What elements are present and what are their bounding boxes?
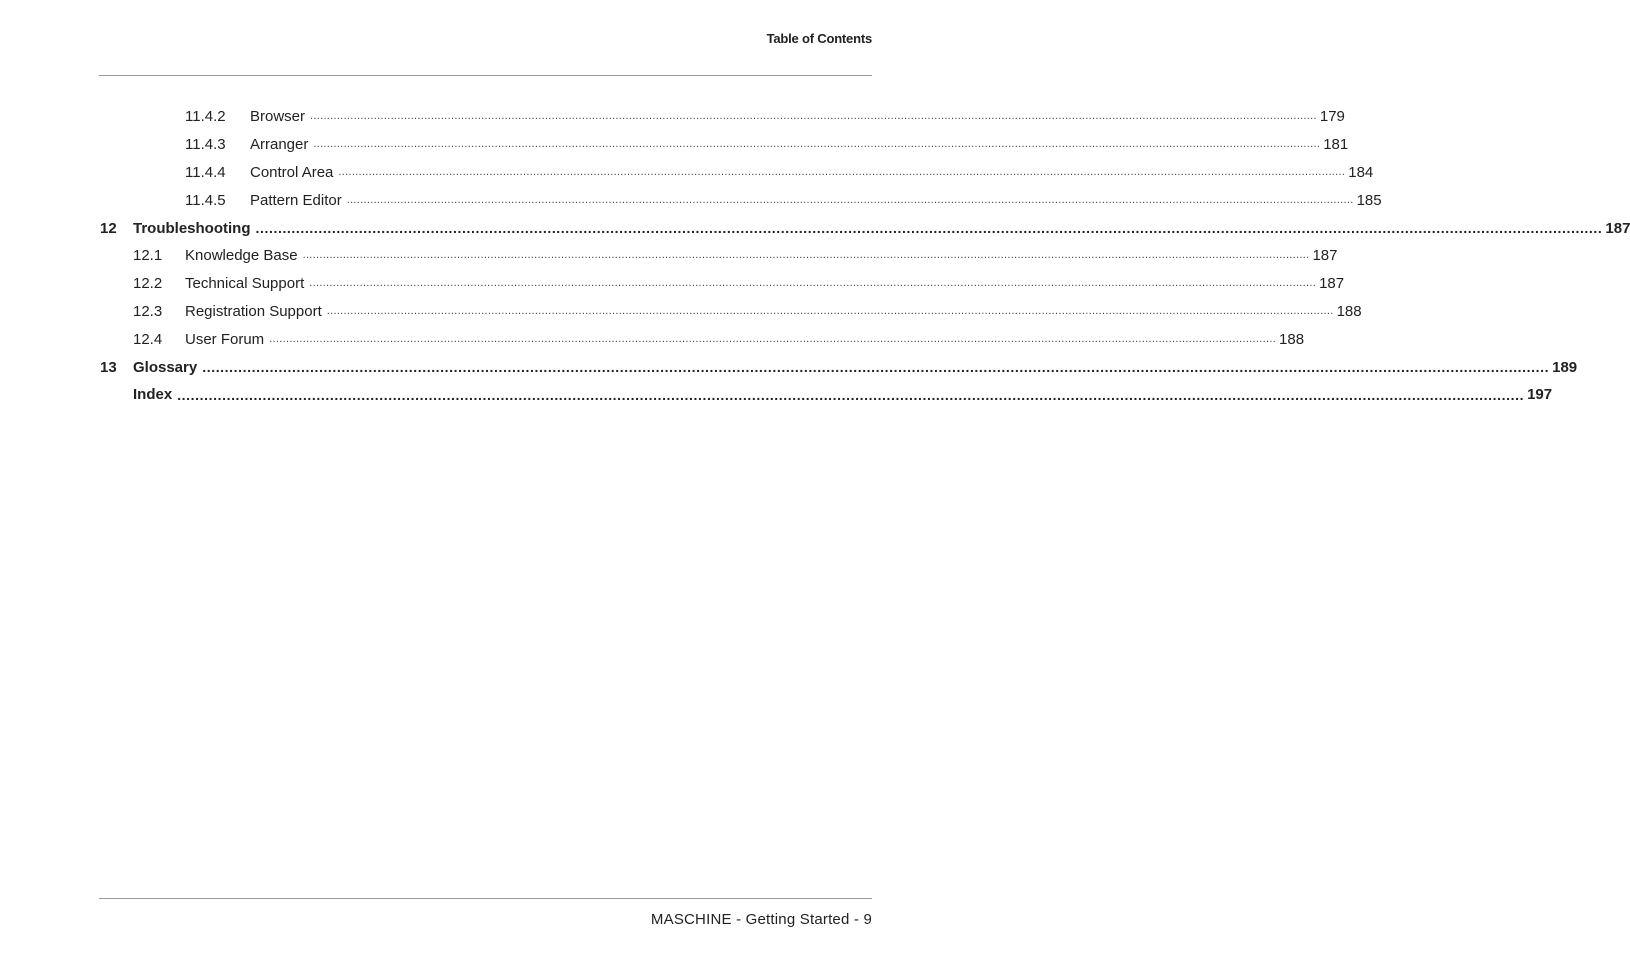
toc-entry-page: 187 [1312, 247, 1338, 265]
toc-entry-page: 187 [1319, 275, 1345, 293]
toc-leader-dots: ............................................................................................................................................................................................................................................................................................................ [255, 220, 1603, 237]
toc-entry-title: Control Area [250, 163, 334, 181]
toc-leader-dots: ............................................................................................................................................................................................................................................................................................................ [326, 304, 1334, 317]
toc-entry-title: Technical Support [185, 275, 305, 293]
toc-leader-dots: ............................................................................................................................................................................................................................................................................................................ [313, 138, 1321, 151]
toc-leader-dots: ............................................................................................................................................................................................................................................................................................................ [177, 386, 1525, 403]
toc-leader-dots: ............................................................................................................................................................................................................................................................................................................ [309, 277, 1317, 290]
toc-entry-title: Browser [250, 108, 306, 126]
page-footer: MASCHINE - Getting Started - 9 [650, 911, 872, 928]
toc-entry-page: 187 [1605, 219, 1630, 237]
toc-entry-number: 12.3 [133, 302, 163, 320]
toc-entry[interactable] [99, 131, 1349, 159]
toc-entry-page: 197 [1527, 386, 1553, 404]
toc-entry-title: Registration Support [185, 302, 322, 320]
running-header-title: Table of Contents [766, 31, 872, 46]
toc-entry-number: 11.4.2 [185, 108, 226, 126]
toc-entry-number: 12.1 [133, 247, 163, 265]
toc-entry-number: 11.4.3 [185, 136, 226, 154]
toc-entry[interactable] [99, 242, 1338, 270]
toc-entry-page: 189 [1552, 358, 1578, 376]
toc-entry-number: 11.4.5 [185, 191, 226, 209]
toc-entry[interactable] [99, 186, 1382, 214]
toc-entry[interactable] [99, 159, 1374, 187]
footer-divider [99, 898, 872, 899]
toc-entry-page: 188 [1279, 330, 1305, 348]
toc-entry-title: Arranger [250, 136, 309, 154]
toc-leader-dots: ............................................................................................................................................................................................................................................................................................................ [269, 332, 1277, 345]
toc-entry[interactable] [99, 270, 1345, 298]
toc-entry-title: Pattern Editor [250, 191, 342, 209]
toc-chapter-entry[interactable] [99, 353, 1578, 381]
toc-entry-number: 11.4.4 [185, 163, 226, 181]
toc-entry-number: 12.4 [133, 330, 163, 348]
toc-entry-title: Knowledge Base [185, 247, 298, 265]
header-divider [99, 75, 872, 76]
toc-entry-page: 181 [1323, 136, 1349, 154]
toc-chapter-entry[interactable] [99, 381, 1553, 409]
toc-leader-dots: ............................................................................................................................................................................................................................................................................................................ [338, 165, 1346, 178]
toc-entry[interactable] [99, 298, 1362, 326]
toc-leader-dots: ............................................................................................................................................................................................................................................................................................................ [302, 249, 1310, 262]
toc-leader-dots: ............................................................................................................................................................................................................................................................................................................ [310, 110, 1317, 123]
toc-entry-page: 184 [1348, 163, 1374, 181]
toc-entry-number: 12.2 [133, 275, 163, 293]
toc-entry-page: 179 [1319, 108, 1345, 126]
toc-entry-page: 185 [1356, 191, 1382, 209]
toc-entry-title: Troubleshooting [133, 219, 251, 237]
toc-entry-title: Glossary [133, 358, 198, 376]
toc-entry-page: 188 [1336, 302, 1362, 320]
toc-entry[interactable] [99, 325, 1305, 353]
toc-entry-number: 12 [100, 219, 117, 237]
toc-entry-number: 13 [100, 358, 117, 376]
toc-entry[interactable] [99, 103, 1345, 131]
toc-leader-dots: ............................................................................................................................................................................................................................................................................................................ [346, 193, 1354, 206]
table-of-contents [99, 103, 1630, 409]
toc-entry-title: User Forum [185, 330, 265, 348]
toc-entry-title: Index [133, 386, 173, 404]
toc-chapter-entry[interactable] [99, 214, 1630, 242]
toc-leader-dots: ............................................................................................................................................................................................................................................................................................................ [202, 359, 1550, 376]
